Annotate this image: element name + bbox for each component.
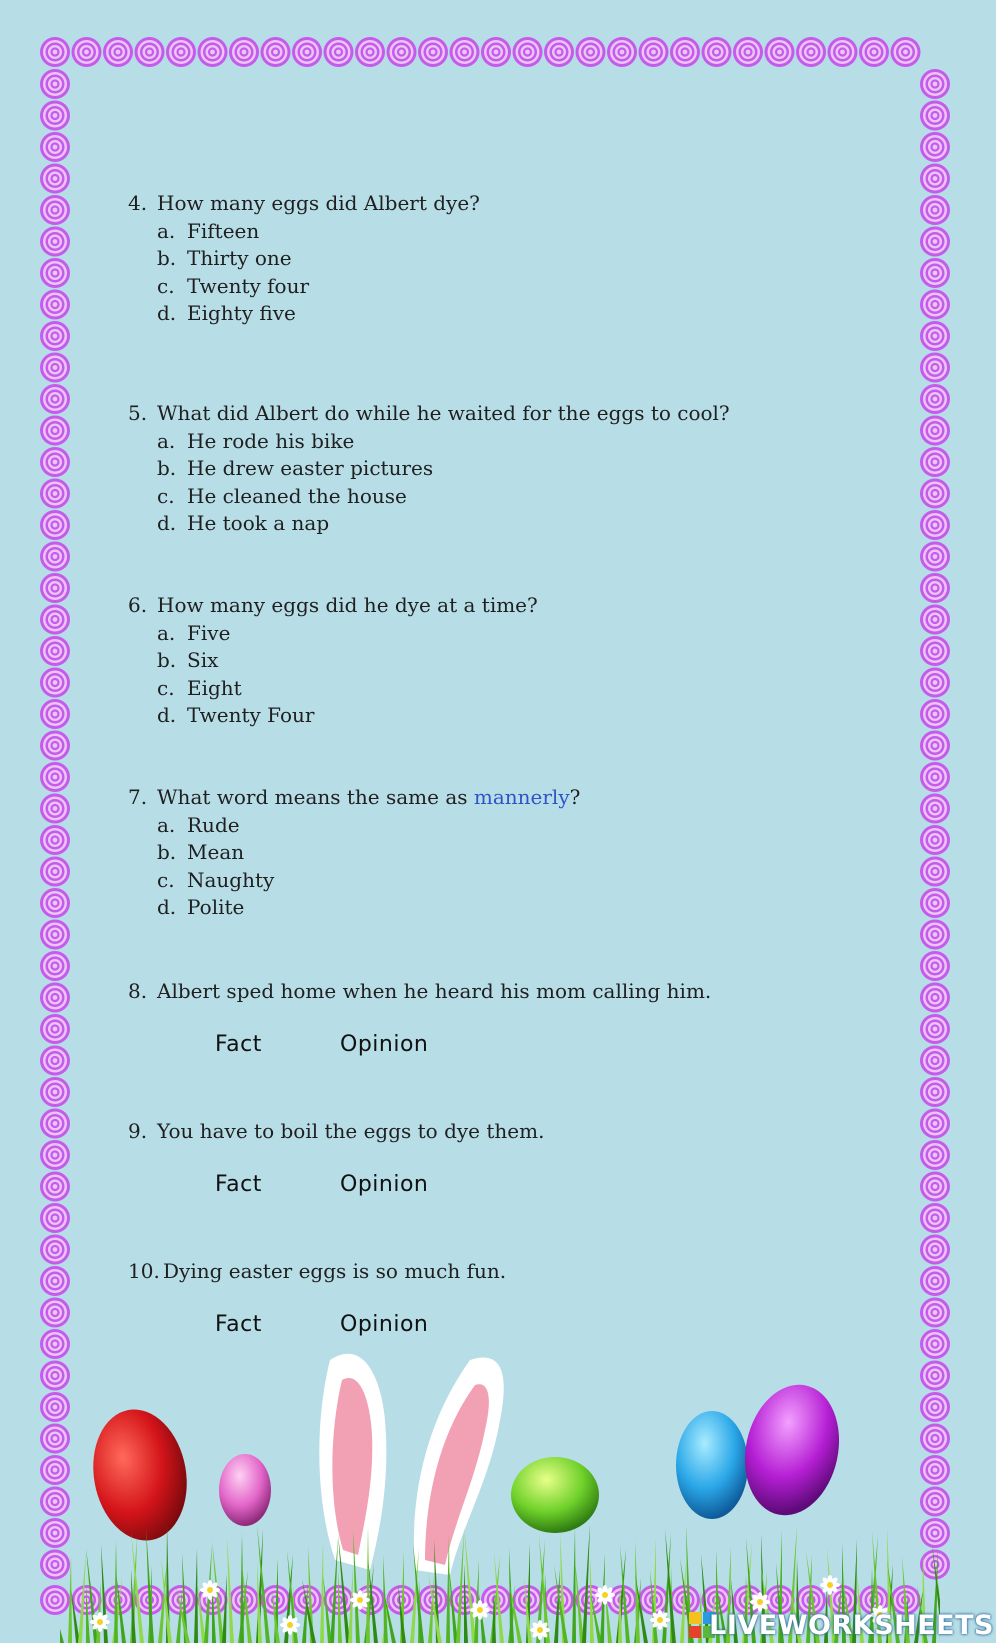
spiral-lollipop-icon <box>796 37 826 67</box>
grass-blade <box>146 1528 154 1643</box>
spiral-lollipop-icon <box>40 447 70 477</box>
question-6 <box>128 592 538 730</box>
option-letter: a. <box>157 428 176 453</box>
grass-blade <box>194 1549 198 1643</box>
opinion-option-10[interactable]: Opinion <box>340 1312 429 1337</box>
spiral-lollipop-icon <box>40 1203 70 1233</box>
daisy <box>350 1590 370 1610</box>
spiral-lollipop-icon <box>355 37 385 67</box>
spiral-lollipop-icon <box>40 1140 70 1170</box>
spiral-lollipop-icon <box>40 1298 70 1328</box>
spiral-lollipop-icon <box>920 1077 950 1107</box>
spiral-lollipop-icon <box>920 699 950 729</box>
option-b[interactable] <box>128 647 538 675</box>
grass-blade <box>575 1561 584 1643</box>
option-text: Six <box>187 648 219 672</box>
spiral-lollipop-icon <box>920 69 950 99</box>
question-text: What did Albert do while he waited for the eggs to cool? <box>157 401 730 425</box>
bunny-ears-icon <box>319 1354 503 1575</box>
option-a[interactable] <box>128 428 730 456</box>
spiral-lollipop-icon <box>920 1140 950 1170</box>
option-b[interactable] <box>128 839 580 867</box>
grass-blade <box>428 1576 434 1643</box>
spiral-lollipop-icon <box>920 195 950 225</box>
spiral-lollipop-icon <box>40 384 70 414</box>
blue-egg-icon <box>676 1411 748 1519</box>
spiral-lollipop-icon <box>920 447 950 477</box>
spiral-lollipop-icon <box>920 1266 950 1296</box>
spiral-lollipop-icon <box>103 37 133 67</box>
spiral-lollipop-icon <box>40 258 70 288</box>
spiral-lollipop-icon <box>544 37 574 67</box>
spiral-lollipop-icon <box>292 37 322 67</box>
statement-number: 9. <box>128 1119 148 1143</box>
question-number: 5. <box>128 401 148 425</box>
spiral-lollipop-icon <box>920 1109 950 1139</box>
option-c[interactable] <box>128 483 730 511</box>
spiral-lollipop-icon <box>481 37 511 67</box>
option-text: Eighty five <box>187 301 296 325</box>
question-text: How many eggs did Albert dye? <box>157 191 480 215</box>
statement-text: Albert sped home when he heard his mom calling him. <box>157 979 712 1003</box>
daisy <box>530 1620 550 1640</box>
spiral-lollipop-icon <box>920 321 950 351</box>
spiral-lollipop-icon <box>40 1046 70 1076</box>
grass-blade <box>68 1556 72 1643</box>
spiral-lollipop-icon <box>40 101 70 131</box>
spiral-lollipop-icon <box>40 479 70 509</box>
option-letter: a. <box>157 812 176 837</box>
daisy <box>595 1585 615 1605</box>
grass-blade <box>96 1581 101 1643</box>
spiral-lollipop-icon <box>40 983 70 1013</box>
spiral-lollipop-icon <box>40 857 70 887</box>
spiral-lollipop-icon <box>920 636 950 666</box>
spiral-lollipop-icon <box>920 951 950 981</box>
option-d[interactable] <box>128 702 538 730</box>
spiral-lollipop-icon <box>40 290 70 320</box>
option-d[interactable] <box>128 894 580 922</box>
spiral-lollipop-icon <box>670 37 700 67</box>
spiral-lollipop-icon <box>920 762 950 792</box>
spiral-lollipop-icon <box>40 542 70 572</box>
border-top <box>40 37 921 67</box>
spiral-lollipop-icon <box>40 762 70 792</box>
spiral-lollipop-icon <box>40 416 70 446</box>
option-b[interactable] <box>128 245 480 273</box>
spiral-lollipop-icon <box>40 1266 70 1296</box>
daisy <box>200 1580 220 1600</box>
spiral-lollipop-icon <box>450 37 480 67</box>
option-text: Twenty four <box>187 273 310 298</box>
green-egg-icon <box>511 1457 599 1533</box>
option-letter: b. <box>157 840 177 864</box>
spiral-lollipop-icon <box>920 1046 950 1076</box>
spiral-lollipop-icon <box>387 37 417 67</box>
spiral-lollipop-icon <box>920 101 950 131</box>
option-text: Five <box>187 620 231 645</box>
option-c[interactable] <box>128 273 480 301</box>
spiral-lollipop-icon <box>40 825 70 855</box>
opinion-option-9[interactable]: Opinion <box>340 1172 429 1197</box>
spiral-lollipop-icon <box>40 164 70 194</box>
spiral-lollipop-icon <box>920 384 950 414</box>
spiral-lollipop-icon <box>920 794 950 824</box>
fact-option-9[interactable]: Fact <box>215 1172 262 1197</box>
spiral-lollipop-icon <box>198 37 228 67</box>
option-letter: d. <box>157 511 177 535</box>
spiral-lollipop-icon <box>40 573 70 603</box>
spiral-lollipop-icon <box>40 353 70 383</box>
option-c[interactable] <box>128 675 538 703</box>
spiral-lollipop-icon <box>40 888 70 918</box>
spiral-lollipop-icon <box>40 195 70 225</box>
option-letter: d. <box>157 301 177 325</box>
option-letter: c. <box>157 483 175 508</box>
grass-blade <box>71 1589 80 1643</box>
option-text: Mean <box>187 840 245 864</box>
spiral-lollipop-icon <box>920 888 950 918</box>
spiral-lollipop-icon <box>920 290 950 320</box>
option-text: He cleaned the house <box>187 483 407 508</box>
option-letter: c. <box>157 675 175 700</box>
spiral-lollipop-icon <box>920 668 950 698</box>
spiral-lollipop-icon <box>40 510 70 540</box>
easter-scene <box>60 1340 940 1643</box>
daisy <box>820 1575 840 1595</box>
option-text: Twenty Four <box>187 703 315 727</box>
spiral-lollipop-icon <box>765 37 795 67</box>
option-letter: b. <box>157 246 177 270</box>
grass-blade <box>240 1533 244 1643</box>
grass-blade <box>554 1569 560 1643</box>
question-text-end: ? <box>569 785 581 809</box>
statement-10 <box>128 1258 506 1286</box>
grass-blade <box>222 1574 227 1643</box>
option-text: Polite <box>187 895 245 919</box>
grass-blade <box>176 1590 182 1643</box>
spiral-lollipop-icon <box>40 1109 70 1139</box>
grass-blade <box>302 1583 308 1643</box>
spiral-lollipop-icon <box>920 920 950 950</box>
spiral-lollipop-icon <box>920 605 950 635</box>
grass-blade <box>114 1540 118 1643</box>
spiral-lollipop-icon <box>920 258 950 288</box>
spiral-lollipop-icon <box>40 227 70 257</box>
spiral-lollipop-icon <box>40 699 70 729</box>
spiral-lollipop-icon <box>40 37 70 67</box>
option-text: Fifteen <box>187 218 260 243</box>
grass-blade <box>272 1591 280 1643</box>
grass-blade <box>572 1528 576 1643</box>
liveworksheets-brand: LIVEWORKSHEETS <box>709 1610 994 1641</box>
option-text: He took a nap <box>187 511 330 535</box>
option-d[interactable] <box>128 510 730 538</box>
question-text: What word means the same as <box>157 785 474 809</box>
daisy <box>750 1592 770 1612</box>
spiral-lollipop-icon <box>40 1235 70 1265</box>
spiral-lollipop-icon <box>135 37 165 67</box>
spiral-lollipop-icon <box>920 1203 950 1233</box>
option-text: Eight <box>187 675 242 700</box>
spiral-lollipop-icon <box>920 825 950 855</box>
option-text: Rude <box>187 812 240 837</box>
spiral-lollipop-icon <box>40 668 70 698</box>
spiral-lollipop-icon <box>920 1298 950 1328</box>
spiral-lollipop-icon <box>828 37 858 67</box>
grass-blade <box>348 1567 353 1643</box>
option-letter: c. <box>157 867 175 892</box>
spiral-lollipop-icon <box>261 37 291 67</box>
purple-egg-icon <box>733 1376 850 1524</box>
spiral-lollipop-icon <box>40 605 70 635</box>
option-text: He rode his bike <box>187 428 355 453</box>
statement-number: 10. <box>128 1259 160 1283</box>
spiral-lollipop-icon <box>40 636 70 666</box>
option-letter: a. <box>157 620 176 645</box>
option-c[interactable] <box>128 867 580 895</box>
spiral-lollipop-icon <box>40 731 70 761</box>
question-number: 7. <box>128 785 148 809</box>
spiral-lollipop-icon <box>920 573 950 603</box>
option-letter: b. <box>157 456 177 480</box>
option-letter: a. <box>157 218 176 243</box>
daisy <box>650 1610 670 1630</box>
grass-blade <box>338 1571 342 1643</box>
grass-blade <box>680 1562 686 1643</box>
option-text: Thirty one <box>187 246 292 270</box>
spiral-lollipop-icon <box>40 69 70 99</box>
red-egg-icon <box>83 1402 197 1548</box>
grass-blade <box>650 1570 658 1643</box>
option-letter: c. <box>157 273 175 298</box>
spiral-lollipop-icon <box>40 920 70 950</box>
spiral-lollipop-icon <box>229 37 259 67</box>
spiral-lollipop-icon <box>920 132 950 162</box>
option-a[interactable] <box>128 620 538 648</box>
option-d[interactable] <box>128 300 480 328</box>
option-letter: b. <box>157 648 177 672</box>
spiral-lollipop-icon <box>920 479 950 509</box>
spiral-lollipop-icon <box>920 164 950 194</box>
grass-blade <box>449 1568 458 1643</box>
spiral-lollipop-icon <box>920 1235 950 1265</box>
statement-8 <box>128 978 711 1006</box>
daisy <box>90 1612 110 1632</box>
opinion-option-8[interactable]: Opinion <box>340 1032 429 1057</box>
option-a[interactable] <box>128 812 580 840</box>
grass-blade <box>582 1524 590 1643</box>
spiral-lollipop-icon <box>40 321 70 351</box>
spiral-lollipop-icon <box>324 37 354 67</box>
question-5 <box>128 400 730 538</box>
spiral-lollipop-icon <box>733 37 763 67</box>
vocabulary-word: mannerly <box>473 785 570 809</box>
grass-blade <box>86 1585 90 1643</box>
spiral-lollipop-icon <box>920 857 950 887</box>
option-b[interactable] <box>128 455 730 483</box>
grass-blade <box>78 1552 86 1643</box>
statement-9 <box>128 1118 544 1146</box>
spiral-lollipop-icon <box>920 353 950 383</box>
spiral-lollipop-icon <box>920 1172 950 1202</box>
fact-option-10[interactable]: Fact <box>215 1312 262 1337</box>
question-7 <box>128 784 580 922</box>
grass-blade <box>320 1542 324 1643</box>
spiral-lollipop-icon <box>920 227 950 257</box>
spiral-lollipop-icon <box>920 542 950 572</box>
spiral-lollipop-icon <box>639 37 669 67</box>
grass-blade <box>398 1584 406 1643</box>
daisy <box>470 1600 490 1620</box>
question-4 <box>128 190 480 328</box>
question-number: 6. <box>128 593 148 617</box>
statement-number: 8. <box>128 979 148 1003</box>
spiral-lollipop-icon <box>418 37 448 67</box>
fact-option-8[interactable]: Fact <box>215 1032 262 1057</box>
option-text: Naughty <box>187 867 275 892</box>
spiral-lollipop-icon <box>40 1077 70 1107</box>
spiral-lollipop-icon <box>40 1014 70 1044</box>
grass-blade <box>524 1577 532 1643</box>
grass-blade <box>227 1537 234 1643</box>
spiral-lollipop-icon <box>40 794 70 824</box>
spiral-lollipop-icon <box>920 416 950 446</box>
grass-blade <box>60 1593 64 1643</box>
spiral-lollipop-icon <box>40 1172 70 1202</box>
spiral-lollipop-icon <box>166 37 196 67</box>
spiral-lollipop-icon <box>891 37 921 67</box>
spiral-lollipop-icon <box>607 37 637 67</box>
spiral-lollipop-icon <box>72 37 102 67</box>
spiral-lollipop-icon <box>40 951 70 981</box>
option-letter: d. <box>157 895 177 919</box>
option-text: He drew easter pictures <box>187 456 434 480</box>
option-letter: d. <box>157 703 177 727</box>
grass-blade <box>323 1575 332 1643</box>
spiral-lollipop-icon <box>40 132 70 162</box>
spiral-lollipop-icon <box>859 37 889 67</box>
statement-text: Dying easter eggs is so much fun. <box>163 1259 507 1283</box>
spiral-lollipop-icon <box>920 1014 950 1044</box>
spiral-lollipop-icon <box>513 37 543 67</box>
spiral-lollipop-icon <box>920 983 950 1013</box>
spiral-lollipop-icon <box>920 731 950 761</box>
daisy <box>280 1615 300 1635</box>
option-a[interactable] <box>128 218 480 246</box>
question-number: 4. <box>128 191 148 215</box>
spiral-lollipop-icon <box>576 37 606 67</box>
spiral-lollipop-icon <box>920 510 950 540</box>
question-text: How many eggs did he dye at a time? <box>157 593 538 617</box>
pink-egg-icon <box>219 1454 271 1526</box>
spiral-lollipop-icon <box>702 37 732 67</box>
statement-text: You have to boil the eggs to dye them. <box>157 1119 545 1143</box>
